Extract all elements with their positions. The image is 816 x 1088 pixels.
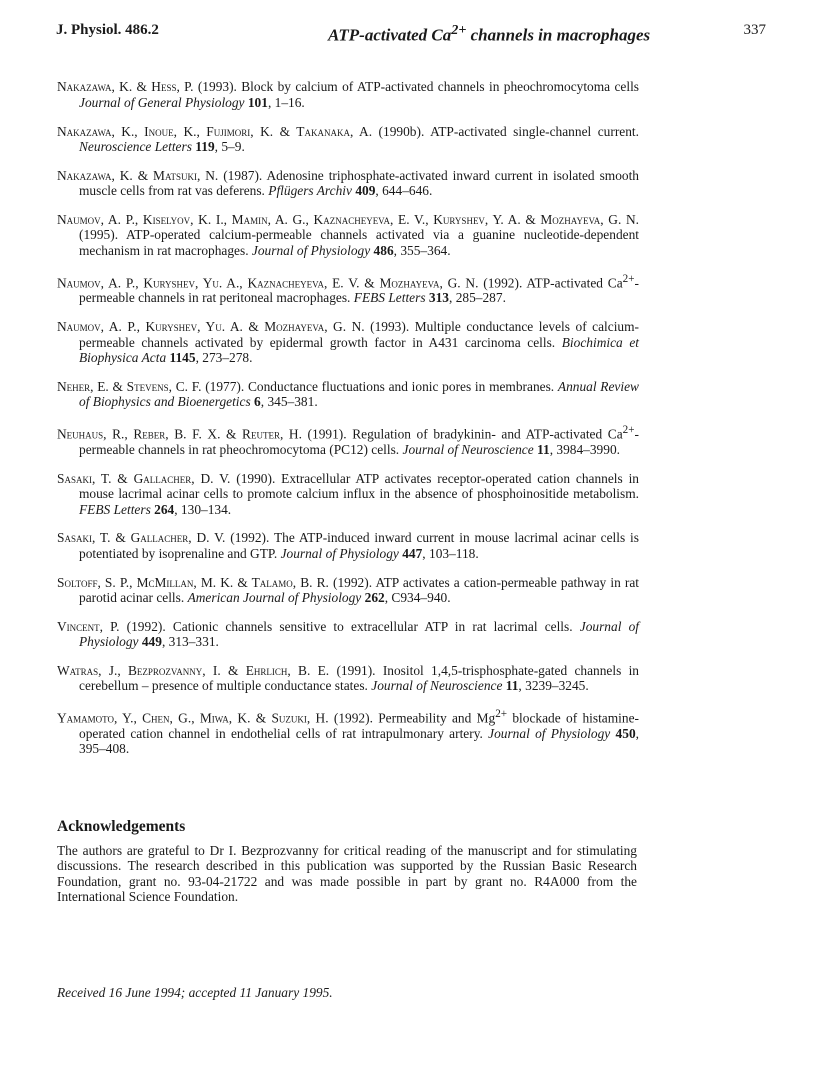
reference-item (57, 619, 639, 650)
reference-item (57, 124, 639, 155)
reference-journal: Journal of General Physiology (79, 94, 245, 110)
reference-journal: Journal of Physiology (280, 545, 399, 561)
reference-title: Multiple conductance levels of calcium-permeable channels activated by epidermal growth factor in A431 carcinoma cells. (79, 319, 640, 350)
reference-volume: 119 (195, 139, 215, 154)
reference-authors: Soltoff, S. P., McMillan, M. K. & Talamo, B. R. (57, 574, 329, 590)
reference-pages: , 273–278. (195, 350, 253, 366)
reference-item (57, 471, 639, 517)
reference-authors: Neuhaus, R., Reber, B. F. X. & Reuter, H. (57, 426, 302, 442)
reference-volume: 262 (364, 589, 385, 605)
reference-volume: 486 (373, 242, 394, 258)
received-dates: Received 16 June 1994; accepted 11 January 1995. (57, 985, 333, 1000)
reference-journal: Annual Review of Biophysics and Bioenergetics (79, 378, 639, 410)
reference-authors: Naumov, A. P., Kuryshev, Yu. A. & Mozhayeva, G. N. (57, 319, 365, 335)
reference-volume: 409 (355, 183, 376, 199)
reference-title: Cationic channels sensitive to extracellular ATP in rat lacrimal cells. (172, 618, 580, 634)
reference-volume: 450 (615, 726, 636, 742)
reference-journal: FEBS Letters (353, 290, 426, 306)
reference-year: (1993). (193, 79, 242, 95)
reference-title-superscript: 2+ (495, 708, 508, 721)
reference-year: (1995). (79, 227, 127, 243)
reference-pages: , 644–646. (375, 183, 433, 199)
reference-item (57, 575, 639, 606)
reference-item (57, 319, 639, 365)
reference-authors: Vincent, P. (57, 618, 120, 634)
reference-pages: , 345–381. (260, 394, 318, 410)
reference-journal: Journal of Neuroscience (402, 441, 534, 457)
reference-volume: 449 (141, 634, 162, 650)
reference-title-pre: ATP-activated Ca (526, 275, 623, 291)
reference-title-pre: Permeability and Mg (378, 710, 496, 726)
reference-journal: Journal of Physiology (251, 242, 371, 258)
reference-title: blockade of histamine-operated cation channel in endothelial cells of rat intrapulmonary artery. (79, 710, 639, 742)
acknowledgements-heading: Acknowledgements (57, 818, 186, 835)
reference-volume: 6 (254, 394, 261, 410)
reference-title: Inositol 1,4,5-trisphosphate-gated channels in cerebellum – presence of multiple conductance states. (79, 662, 640, 694)
reference-authors: Naumov, A. P., Kuryshev, Yu. A., Kaznacheyeva, E. V. & Mozhayeva, G. N. (57, 275, 479, 291)
reference-journal: Pflügers Archiv (268, 183, 352, 199)
reference-item (57, 530, 639, 561)
page-header (56, 22, 766, 44)
reference-journal: Biochimica et Biophysica Acta (79, 334, 640, 366)
reference-item (57, 423, 639, 457)
reference-title-superscript: 2+ (622, 272, 635, 285)
reference-pages: , 285–287. (449, 290, 506, 306)
reference-title: ATP-operated calcium-permeable channels activated via a guanine nucleotide-dependent mechanism in rat macrophages. (79, 227, 639, 258)
reference-year: (1990). (230, 470, 282, 486)
reference-authors: Sasaki, T. & Gallacher, D. V. (57, 470, 231, 486)
reference-authors: Nakazawa, K. & Hess, P. (57, 79, 194, 95)
reference-pages: , 5–9. (214, 139, 245, 154)
reference-pages: , 1–16. (267, 94, 305, 110)
reference-title-superscript: 2+ (622, 424, 635, 437)
reference-item (57, 663, 639, 694)
reference-item (57, 379, 639, 410)
reference-title: The ATP-induced inward current in mouse lacrimal acinar cells is potentiated by isoprenaline and GTP. (79, 530, 639, 561)
reference-volume: 101 (247, 94, 268, 110)
page-number: 337 (743, 22, 766, 38)
reference-journal: FEBS Letters (79, 501, 151, 517)
reference-pages: , 130–134. (174, 501, 232, 517)
reference-title-pre: Regulation of bradykinin- and ATP-activated Ca (352, 426, 623, 442)
reference-journal: American Journal of Physiology (187, 589, 362, 605)
reference-journal: Journal of Physiology (79, 618, 639, 650)
reference-year: (1987). (218, 167, 267, 183)
reference-journal: Journal of Physiology (488, 726, 611, 742)
running-title-superscript: 2+ (451, 22, 467, 38)
running-title-rest: channels in macrophages (466, 25, 651, 45)
reference-item (57, 707, 639, 757)
reference-volume: 264 (154, 501, 175, 517)
reference-title: Adenosine triphosphate-activated inward current in isolated smooth muscle cells from rat vas deferens. (79, 167, 639, 199)
running-title-main: ATP-activated Ca (328, 25, 452, 45)
reference-volume: 11 (505, 678, 519, 694)
reference-title: -permeable channels in rat pheochromocytoma (PC12) cells. (79, 426, 639, 457)
reference-year: (1992). (225, 530, 274, 546)
reference-volume: 11 (537, 441, 550, 457)
reference-authors: Yamamoto, Y., Chen, G., Miwa, K. & Suzuki, H. (57, 710, 329, 726)
reference-authors: Naumov, A. P., Kiselyov, K. I., Mamin, A. G., Kaznacheyeva, E. V., Kuryshev, Y. A. & Mozhayeva, G. N. (57, 212, 639, 227)
reference-authors: Sasaki, T. & Gallacher, D. V. (57, 530, 226, 546)
reference-pages: , 3984–3990. (549, 441, 620, 457)
reference-year: (1993). (364, 319, 415, 335)
reference-pages: , 395–408. (79, 726, 639, 757)
reference-authors: Neher, E. & Stevens, C. F. (57, 378, 202, 394)
reference-list (57, 66, 639, 766)
reference-volume: 1145 (169, 350, 196, 366)
reference-year: (1991). (301, 426, 353, 442)
reference-pages: , 355–364. (393, 242, 451, 258)
reference-journal: Journal of Neuroscience (371, 678, 503, 694)
reference-authors: Watras, J., Bezprozvanny, I. & Ehrlich, B. E. (57, 662, 330, 678)
reference-title: ATP activates a cation-permeable pathway in rat parotid acinar cells. (79, 574, 640, 605)
reference-year: (1992). (119, 618, 173, 634)
reference-year: (1991). (329, 662, 383, 678)
reference-title: Block by calcium of ATP-activated channels in pheochromocytoma cells (241, 79, 640, 95)
reference-pages: , 103–118. (422, 545, 479, 561)
reference-year: (1992). (478, 275, 527, 291)
reference-title: Conductance fluctuations and ionic pores in membranes. (247, 378, 558, 394)
acknowledgements-text: The authors are grateful to Dr I. Bezprozvanny for critical reading of the manuscript and for stimulating discussions. The research described in this publication was supported by the Russian Basic Research Foundation, grant no. 93-04-21722 and was made possible in part by grant no. R4A000 from the International Science Foundation. (57, 843, 637, 905)
reference-authors: Nakazawa, K. & Matsuki, N. (57, 167, 219, 183)
running-title (328, 22, 650, 46)
reference-volume: 447 (402, 545, 423, 561)
reference-year: (1990b). (372, 123, 431, 139)
reference-title: ATP-activated single-channel current. (430, 123, 639, 139)
reference-year: (1992). (328, 574, 376, 590)
reference-title: -permeable channels in rat peritoneal macrophages. (79, 275, 639, 306)
reference-authors: Nakazawa, K., Inoue, K., Fujimori, K. & Takanaka, A. (57, 123, 373, 139)
reference-volume: 313 (428, 290, 449, 306)
reference-year: (1977). (201, 378, 248, 394)
reference-year: (1992). (328, 710, 379, 726)
reference-pages: , 3239–3245. (518, 678, 589, 694)
reference-item (57, 272, 639, 306)
reference-title: Extracellular ATP activates receptor-operated cation channels in mouse lacrimal acinar cells to promote calcium influx in the absence of phosphoinositide metabolism. (79, 470, 639, 502)
reference-pages: , 313–331. (161, 634, 219, 650)
journal-citation: J. Physiol. 486.2 (56, 22, 159, 38)
reference-journal: Neuroscience Letters (79, 139, 192, 154)
reference-pages: , C934–940. (384, 589, 451, 605)
reference-item (57, 79, 639, 110)
reference-item (57, 212, 639, 258)
reference-item (57, 168, 639, 199)
